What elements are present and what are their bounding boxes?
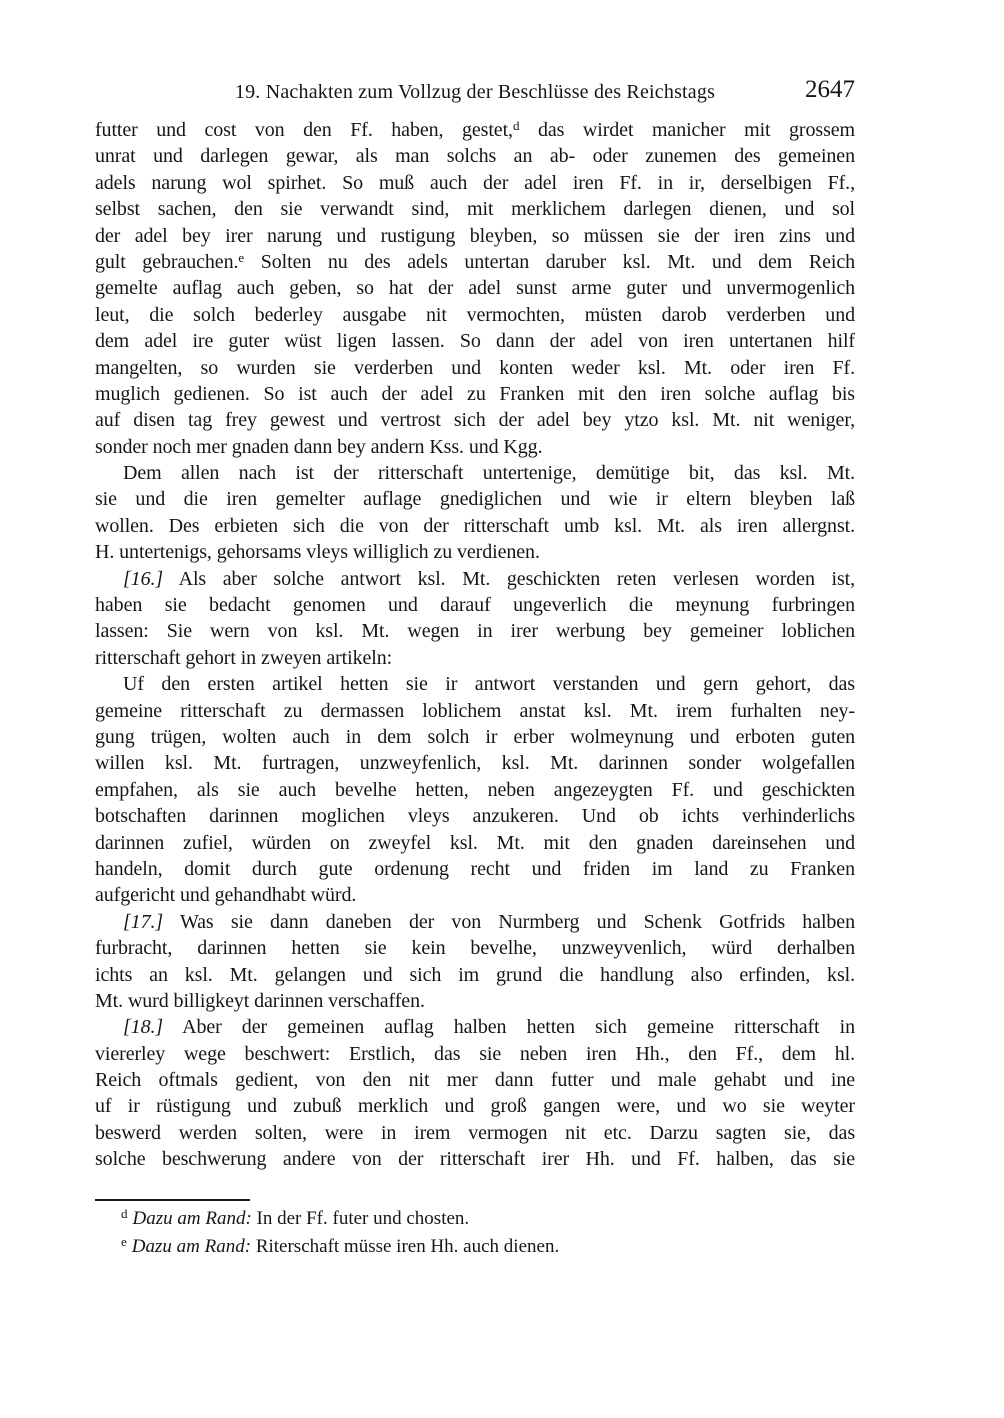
- text-segment: Was sie dann daneben der von Nurmberg und Schenk Gotfrids halben: [163, 910, 855, 933]
- text-segment: dem adel ire guter wüst ligen lassen. So dann der adel von iren untertanen hilf: [95, 330, 855, 353]
- text-segment: Solten nu des adels untertan daruber ksl. Mt. und dem Reich: [244, 250, 855, 273]
- footnote-reference: e: [238, 249, 245, 265]
- text-segment: viererley wege beschwert: Erstlich, das sie neben iren Hh., den Ff., dem hl.: [95, 1042, 855, 1065]
- footnote-label: Dazu am Rand:: [132, 1208, 252, 1229]
- paragraph: [95, 566, 855, 672]
- text-segment: solche beschwerung andere von der ritterschaft irer Hh. und Ff. halben, das sie: [95, 1148, 855, 1171]
- text-segment: ichts an ksl. Mt. gelangen und sich im grund die handlung also erfinden, ksl.: [95, 963, 855, 986]
- running-head: 19. Nachakten zum Vollzug der Beschlüsse des Reichstags: [234, 81, 716, 103]
- text-line: [95, 143, 855, 169]
- footnote: [95, 1205, 855, 1233]
- text-segment: beswerd werden solten, were in irem vermogen nit etc. Darzu sagten sie, das: [95, 1121, 855, 1144]
- text-segment: sonder noch mer gnaden dann bey andern Kss. und Kgg.: [95, 435, 543, 458]
- text-segment: sie und die iren gemelter auflage gnediglichen und wie ir eltern bleyben laß: [95, 488, 855, 511]
- text-segment: muglich gedienen. So ist auch der adel zu Franken mit den iren solche auflag bis: [95, 382, 855, 405]
- text-line: [95, 302, 855, 328]
- text-line: [95, 592, 855, 618]
- text-segment: Mt. wurd billigkeyt darinnen verschaffen.: [95, 989, 425, 1012]
- text-segment: Aber der gemeinen auflag halben hetten sich gemeine ritterschaft in: [163, 1016, 855, 1039]
- text-line: [95, 275, 855, 301]
- text-segment: gung trügen, wolten auch in dem solch ir erber wolmeynung und erboten guten: [95, 725, 855, 748]
- text-line: [95, 513, 855, 539]
- text-line: [95, 618, 855, 644]
- text-line: [95, 724, 855, 750]
- footnote-text: Riterschaft müsse iren Hh. auch dienen.: [251, 1235, 560, 1257]
- text-segment: H. untertenigs, gehorsams vleys williglich zu verdienen.: [95, 541, 540, 564]
- section-number: [16.]: [123, 567, 164, 590]
- text-segment: auf disen tag frey gewest und vertrost sich der adel bey ytzo ksl. Mt. nit weniger,: [95, 409, 855, 432]
- text-line: [95, 935, 855, 961]
- text-segment: gemelte auflag auch geben, so hat der adel sunst arme guter und unvermogenlich: [95, 277, 855, 300]
- text-line: [95, 645, 855, 671]
- footnote-separator: [95, 1199, 250, 1201]
- text-segment: gult gebrauchen.: [95, 250, 239, 273]
- text-segment: botschaften darinnen moglichen vleys anzukeren. Und ob ichts verhinderlichs: [95, 805, 855, 828]
- text-line: [95, 1014, 855, 1040]
- footnote-list: [95, 1205, 855, 1260]
- text-line: [95, 355, 855, 381]
- page-header: [95, 76, 855, 109]
- text-line: [95, 196, 855, 222]
- text-line: [95, 1146, 855, 1172]
- text-line: [95, 249, 855, 275]
- page-number: 2647: [805, 76, 855, 103]
- footnote-reference: d: [512, 118, 520, 133]
- text-segment: Als aber solche antwort ksl. Mt. geschickten reten verlesen worden ist,: [163, 567, 855, 590]
- text-segment: furbracht, darinnen hetten sie kein bevelhe, unzweyvenlich, würd derhalben: [95, 937, 855, 960]
- text-line: [95, 830, 855, 856]
- text-segment: Reich oftmals gedient, von den nit mer dann futter und male gehabt und ine: [95, 1069, 855, 1092]
- text-line: [95, 777, 855, 803]
- text-segment: darinnen zufiel, würden on zweyfel ksl. Mt. mit den gnaden dareinsehen und: [95, 831, 855, 854]
- text-segment: empfahen, als sie auch bevelhe hetten, neben angezeygten Ff. und geschickten: [95, 778, 855, 801]
- text-line: [95, 1120, 855, 1146]
- text-segment: selbst sachen, den sie verwandt sind, mit merklichem darlegen dienen, und sol: [95, 198, 855, 221]
- text-line: [95, 460, 855, 486]
- text-line: [95, 223, 855, 249]
- text-segment: der adel bey irer narung und rustigung bleyben, so müssen sie der iren zins und: [95, 224, 855, 247]
- paragraph: [95, 671, 855, 909]
- text-segment: handeln, domit durch gute ordenung recht und friden im land zu Franken: [95, 857, 855, 880]
- text-line: [95, 856, 855, 882]
- text-line: [95, 486, 855, 512]
- text-segment: wollen. Des erbieten sich die von der ritterschaft umb ksl. Mt. als iren allergnst.: [95, 514, 855, 537]
- text-line: [95, 434, 855, 460]
- paragraph: [95, 909, 855, 1015]
- text-line: [95, 1093, 855, 1119]
- footnote-text: In der Ff. futer und chosten.: [251, 1208, 470, 1229]
- text-line: [95, 407, 855, 433]
- text-line: [95, 803, 855, 829]
- footnote: [95, 1233, 855, 1261]
- text-segment: lassen: Sie wern von ksl. Mt. wegen in irer werbung bey gemeiner loblichen: [95, 620, 855, 643]
- footnote-mark: e: [121, 1233, 127, 1249]
- text-segment: mangelten, so wurden sie verderben und konten weder ksl. Mt. oder iren Ff.: [95, 356, 855, 379]
- text-segment: uf ir rüstigung und zubuß merklich und groß gangen were, und wo sie weyter: [95, 1095, 855, 1118]
- text-segment: ritterschaft gehort in zweyen artikeln:: [95, 646, 393, 669]
- text-segment: gemeine ritterschaft zu dermassen loblichem anstat ksl. Mt. irem furhalten ney-: [95, 699, 855, 722]
- text-segment: Dem allen nach ist der ritterschaft untertenige, demütige bit, das ksl. Mt.: [123, 462, 855, 485]
- text-line: [95, 117, 855, 143]
- text-line: [95, 671, 855, 697]
- text-line: [95, 170, 855, 196]
- text-segment: willen ksl. Mt. furtragen, unzweyfenlich, ksl. Mt. darinnen sonder wolgefallen: [95, 752, 855, 775]
- text-line: [95, 909, 855, 935]
- text-segment: aufgericht und gehandhabt würd.: [95, 884, 357, 907]
- text-line: [95, 539, 855, 565]
- text-segment: adels narung wol spirhet. So muß auch der adel iren Ff. in ir, derselbigen Ff.,: [95, 171, 855, 194]
- text-line: [95, 1041, 855, 1067]
- text-line: [95, 1067, 855, 1093]
- text-line: [95, 962, 855, 988]
- paragraph: [95, 117, 855, 460]
- text-segment: Uf den ersten artikel hetten sie ir antwort verstanden und gern gehort, das: [123, 673, 855, 696]
- text-line: [95, 750, 855, 776]
- paragraph: [95, 1014, 855, 1172]
- text-segment: haben sie bedacht genomen und darauf ungeverlich die meynung furbringen: [95, 594, 855, 617]
- text-line: [95, 381, 855, 407]
- body-text: [95, 117, 855, 1173]
- text-segment: unrat und darlegen gewar, als man solchs an ab- oder zunemen des gemeinen: [95, 145, 855, 168]
- footnote-label: Dazu am Rand:: [131, 1235, 252, 1257]
- footnote-mark: d: [121, 1206, 128, 1221]
- text-line: [95, 988, 855, 1014]
- section-number: [17.]: [123, 910, 164, 933]
- text-segment: das wirdet manicher mit grossem: [519, 119, 855, 141]
- text-line: [95, 698, 855, 724]
- text-line: [95, 566, 855, 592]
- text-segment: leut, die solch bederley ausgabe nit vermochten, müsten darob verderben und: [95, 303, 855, 326]
- section-number: [18.]: [123, 1016, 164, 1039]
- text-segment: futter und cost von den Ff. haben, gestet,: [95, 119, 513, 141]
- paragraph: [95, 460, 855, 566]
- text-line: [95, 328, 855, 354]
- text-line: [95, 882, 855, 908]
